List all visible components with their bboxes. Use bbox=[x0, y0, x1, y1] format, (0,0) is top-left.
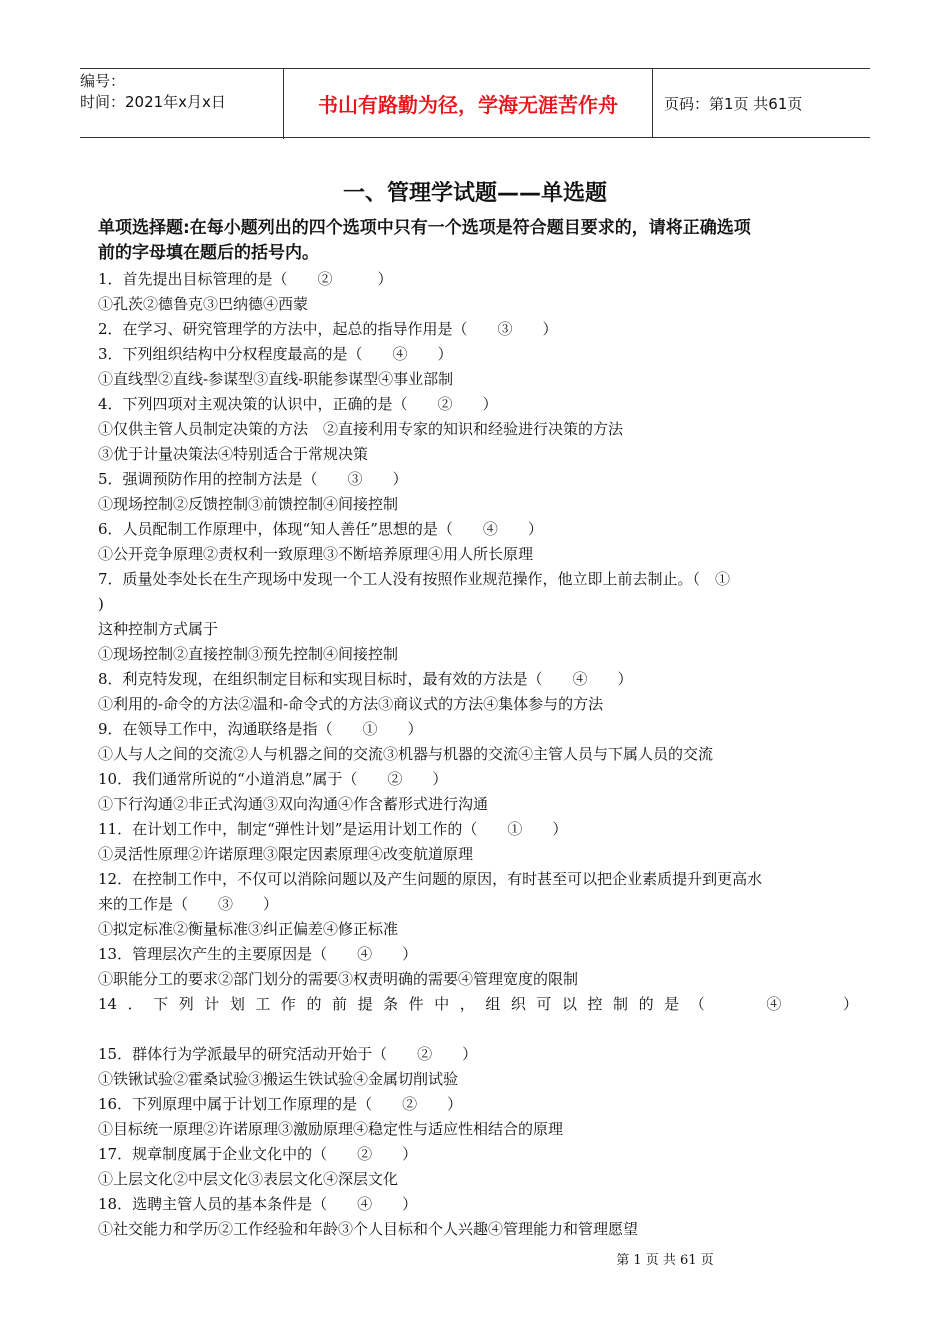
question-line: ①目标统一原理②许诺原理③激励原理④稳定性与适应性相结合的原理 bbox=[98, 1120, 564, 1138]
question-line: 6．人员配制工作原理中，体现“知人善任”思想的是（ ④ ） bbox=[98, 520, 543, 538]
question-line: 10．我们通常所说的“小道消息”属于（ ② ） bbox=[98, 770, 448, 788]
question-line: ①孔茨②德鲁克③巴纳德④西蒙 bbox=[98, 295, 309, 313]
question-line: 8．利克特发现，在组织制定目标和实现目标时，最有效的方法是（ ④ ） bbox=[98, 670, 633, 688]
question-line: 15．群体行为学派最早的研究活动开始于（ ② ） bbox=[98, 1045, 478, 1063]
question-list bbox=[98, 267, 858, 1242]
instructions-line-2: 前的字母填在题后的括号内。 bbox=[98, 243, 319, 263]
instructions-line-1: 单项选择题:在每小题列出的四个选项中只有一个选项是符合题目要求的，请将正确选项 bbox=[98, 218, 751, 238]
question-line: ①下行沟通②非正式沟通③双向沟通④作含蓄形式进行沟通 bbox=[98, 795, 489, 813]
question-line: ①仅供主管人员制定决策的方法 ②直接利用专家的知识和经验进行决策的方法 bbox=[98, 420, 624, 438]
question-line: ①拟定标准②衡量标准③纠正偏差④修正标准 bbox=[98, 920, 399, 938]
question-line: ①利用的-命令的方法②温和-命令式的方法③商议式的方法④集体参与的方法 bbox=[98, 695, 604, 713]
question-line: ①社交能力和学历②工作经验和年龄③个人目标和个人兴趣④管理能力和管理愿望 bbox=[98, 1220, 639, 1238]
motto-text: 书山有路勤为径，学海无涯苦作舟 bbox=[318, 92, 618, 117]
question-line: 1．首先提出目标管理的是（ ② ） bbox=[98, 270, 393, 288]
page-footer bbox=[0, 1249, 950, 1268]
question-line: 16．下列原理中属于计划工作原理的是（ ② ） bbox=[98, 1095, 463, 1113]
question-line: 来的工作是（ ③ ） bbox=[98, 895, 279, 913]
question-line: ③优于计量决策法④特别适合于常规决策 bbox=[98, 445, 369, 463]
date-label: 时间：2021年x月x日 bbox=[80, 93, 226, 111]
number-label: 编号： bbox=[80, 72, 126, 90]
header-info-cell bbox=[80, 69, 284, 139]
question-line: 7．质量处李处长在生产现场中发现一个工人没有按照作业规范操作，他立即上前去制止。（ ① bbox=[98, 570, 731, 588]
question-line: 2．在学习、研究管理学的方法中，起总的指导作用是（ ③ ） bbox=[98, 320, 558, 338]
question-line: ①公开竞争原理②责权利一致原理③不断培养原理④用人所长原理 bbox=[98, 545, 534, 563]
question-line bbox=[98, 1017, 858, 1042]
instructions bbox=[98, 216, 858, 266]
motto-cell bbox=[284, 69, 653, 137]
page-info-text: 页码：第1页 共61页 bbox=[664, 94, 803, 113]
question-line: 这种控制方式属于 bbox=[98, 620, 219, 638]
question-line: ①现场控制②直接控制③预先控制④间接控制 bbox=[98, 645, 399, 663]
question-line: 12．在控制工作中，不仅可以消除问题以及产生问题的原因，有时甚至可以把企业素质提升到更高水 bbox=[98, 870, 763, 888]
question-line: 3．下列组织结构中分权程度最高的是（ ④ ） bbox=[98, 345, 453, 363]
question-line: 18．选聘主管人员的基本条件是（ ④ ） bbox=[98, 1195, 418, 1213]
footer-page-number: 第 1 页 共 61 页 bbox=[616, 1253, 714, 1268]
question-line: ①现场控制②反馈控制③前馈控制④间接控制 bbox=[98, 495, 399, 513]
question-line: 11．在计划工作中，制定“弹性计划”是运用计划工作的（ ① ） bbox=[98, 820, 568, 838]
question-line: ①铁锹试验②霍桑试验③搬运生铁试验④金属切削试验 bbox=[98, 1070, 459, 1088]
question-line: 14．下列计划工作的前提条件中，组织可以控制的是（ ④ ） bbox=[98, 995, 858, 1013]
page-info-cell bbox=[664, 69, 870, 137]
page-title: 一、管理学试题——单选题 bbox=[342, 181, 607, 206]
question-line: 13．管理层次产生的主要原因是（ ④ ） bbox=[98, 945, 418, 963]
question-line: 5．强调预防作用的控制方法是（ ③ ） bbox=[98, 470, 408, 488]
question-line: ①人与人之间的交流②人与机器之间的交流③机器与机器的交流④主管人员与下属人员的交流 bbox=[98, 745, 714, 763]
question-line: 9．在领导工作中，沟通联络是指（ ① ） bbox=[98, 720, 423, 738]
question-line: ①直线型②直线-参谋型③直线-职能参谋型④事业部制 bbox=[98, 370, 454, 388]
question-line: ①灵活性原理②许诺原理③限定因素原理④改变航道原理 bbox=[98, 845, 474, 863]
question-line: ①上层文化②中层文化③表层文化④深层文化 bbox=[98, 1170, 399, 1188]
question-line: 17．规章制度属于企业文化中的（ ② ） bbox=[98, 1145, 418, 1163]
header-table bbox=[80, 68, 870, 138]
question-line: 4．下列四项对主观决策的认识中，正确的是（ ② ） bbox=[98, 395, 498, 413]
question-line: ①职能分工的要求②部门划分的需要③权责明确的需要④管理宽度的限制 bbox=[98, 970, 579, 988]
question-line: ) bbox=[98, 595, 104, 613]
